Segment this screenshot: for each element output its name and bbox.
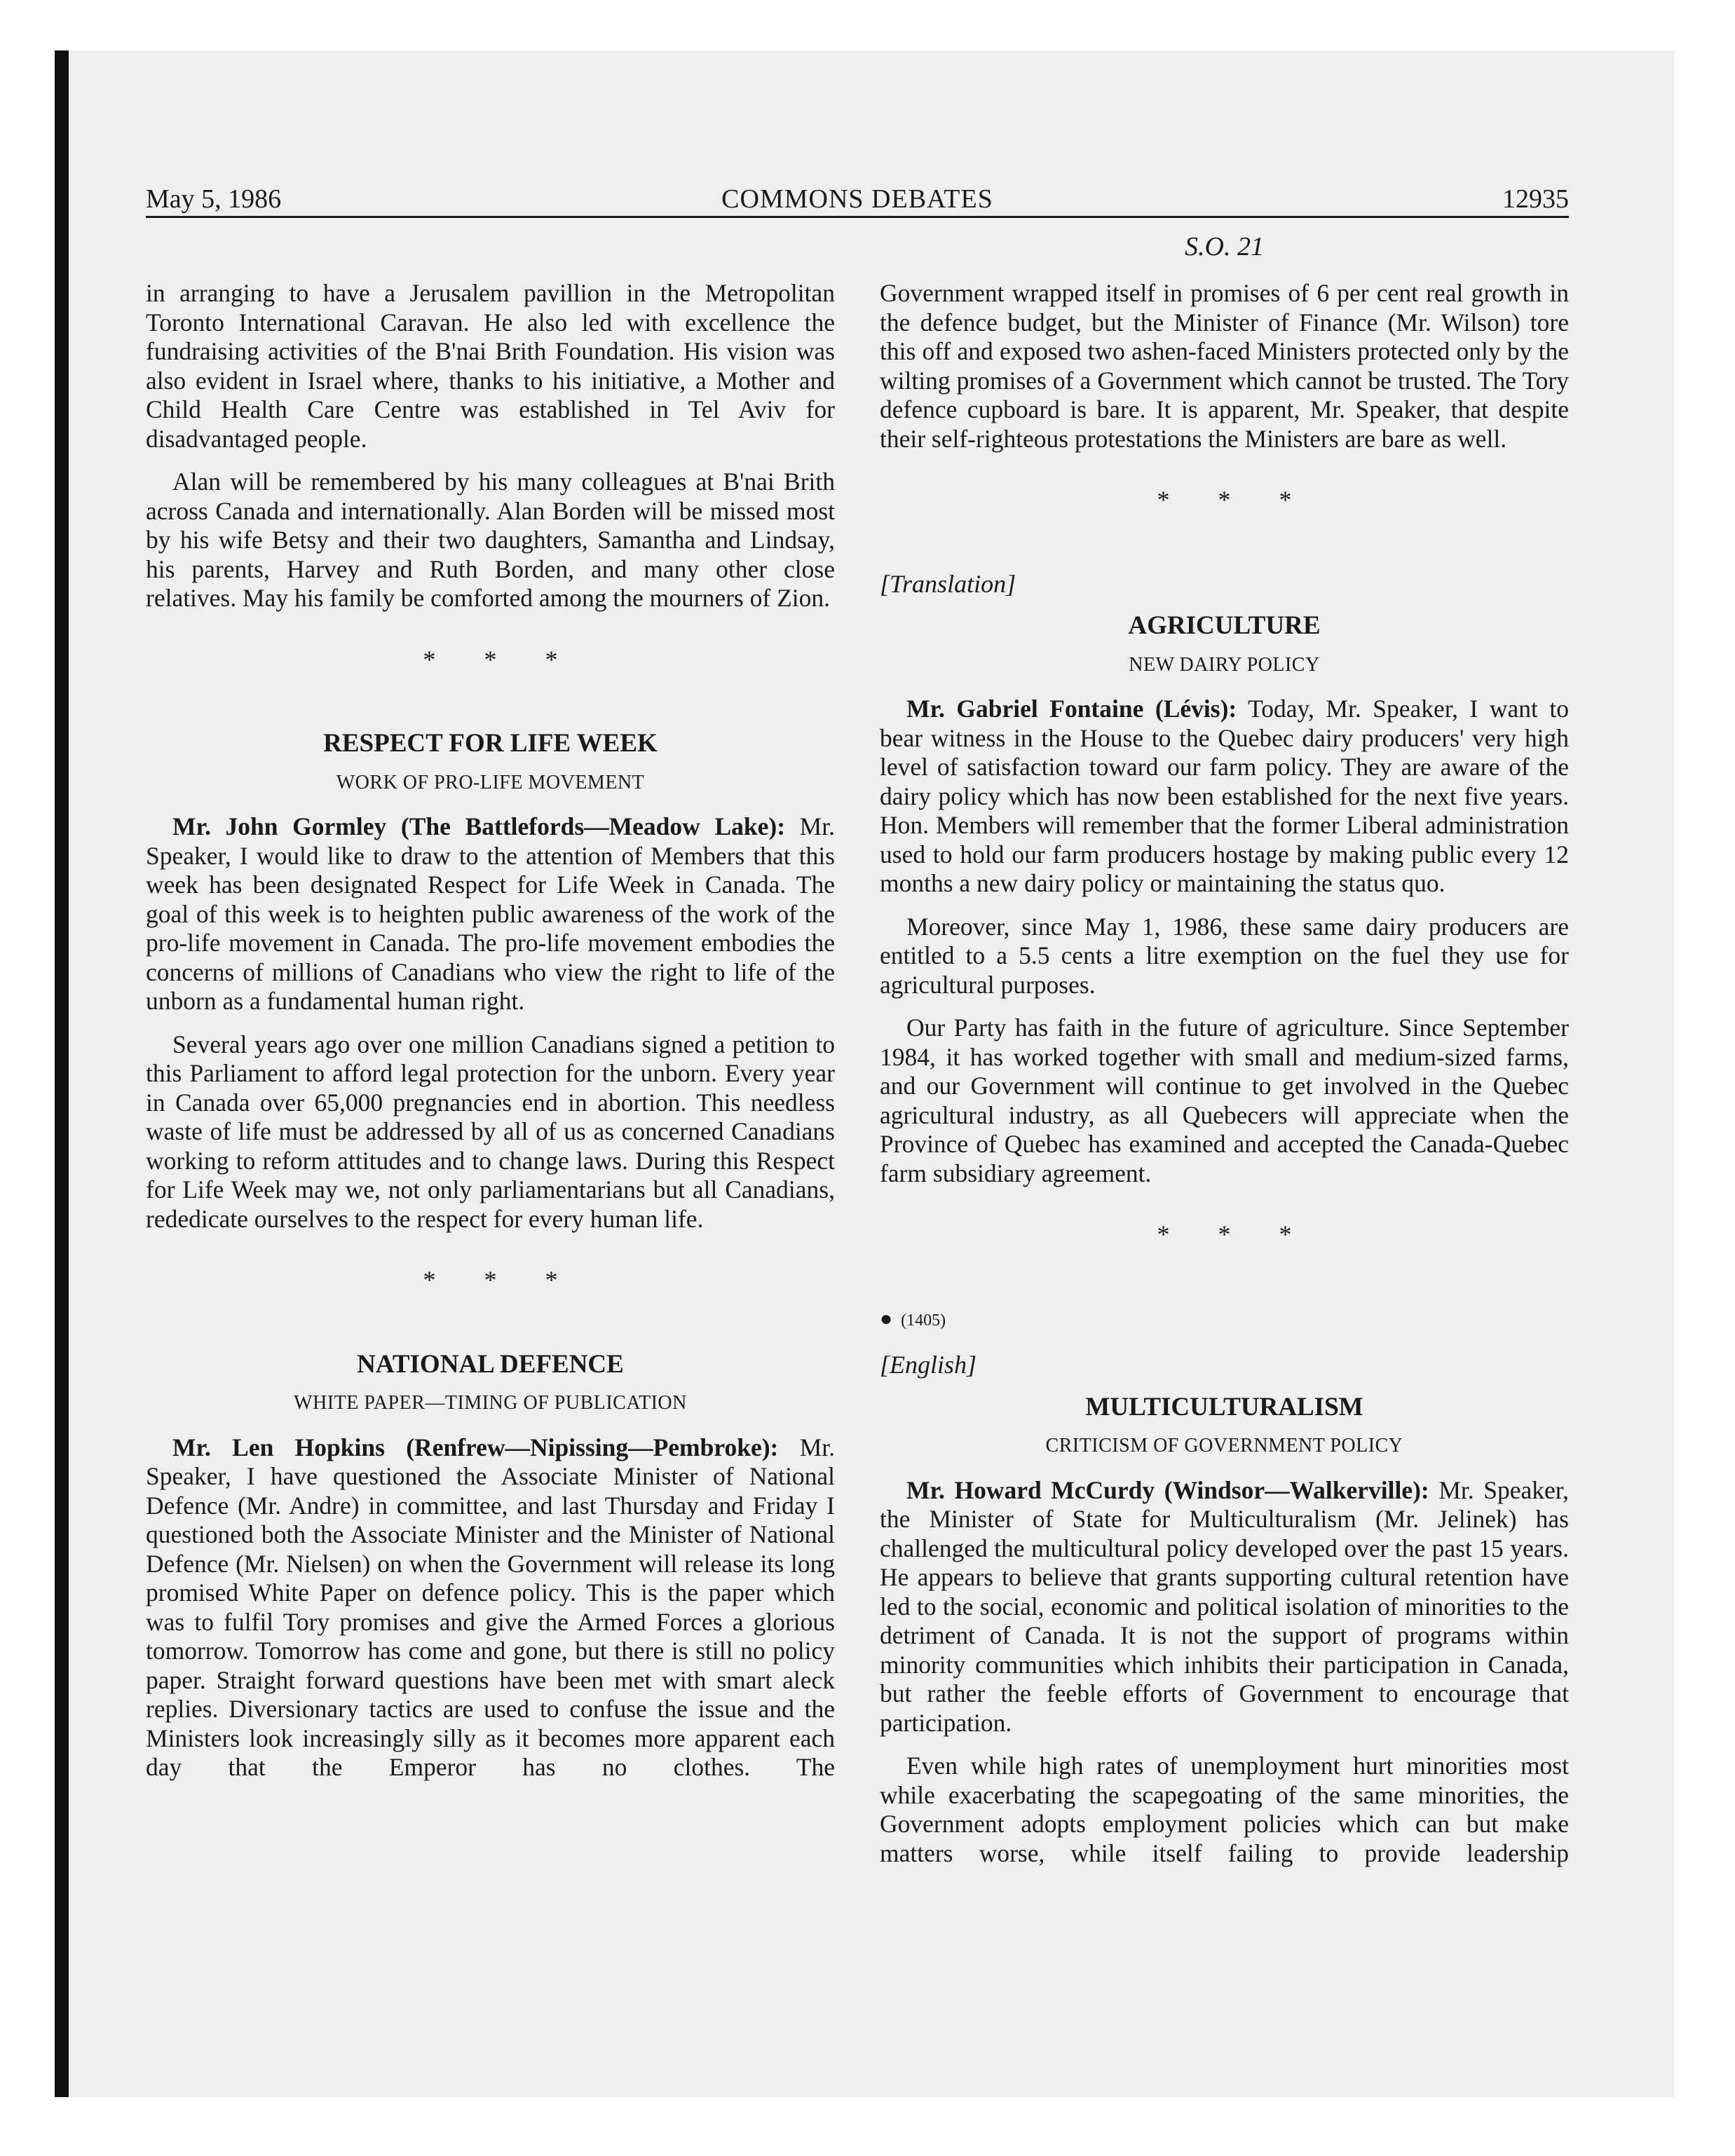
right-column (880, 279, 1569, 1882)
header-page-number: 12935 (1502, 184, 1569, 214)
speaker-name: Mr. John Gormley (The Battlefords—Meadow Lake): (172, 812, 786, 840)
speech-paragraph (880, 695, 1569, 899)
speech-text: Mr. Speaker, the Minister of State for Multiculturalism (Mr. Jelinek) has challenged the multicultural policy developed over the past 15 years. He appears to believe that grants supporting cultural retention have led to the social, economic and political isolation of minorities to the detriment of Canada. It is not the support of programs within minority communities which inhibits their participation in Canada, but rather the feeble efforts of Government to encourage that participation. (880, 1475, 1570, 1737)
paragraph: Several years ago over one million Canadians signed a petition to this Parliament to afford legal protection for the unborn. Every year in Canada over 65,000 pregnancies end in abortion. This needless waste of life must be addressed by all of us as concerned Canadians working to reform attitudes and to change laws. During this Respect for Life Week may we, not only parliamentarians but all Canadians, rededicate ourselves to the respect for every human life. (146, 1030, 835, 1233)
time-marker (880, 1304, 1569, 1336)
speaker-name: Mr. Len Hopkins (Renfrew—Nipissing—Pembroke): (172, 1433, 779, 1461)
section-subheading: NEW DAIRY POLICY (1129, 653, 1320, 676)
section-heading: RESPECT FOR LIFE WEEK (323, 729, 658, 758)
section-subheading: WORK OF PRO-LIFE MOVEMENT (336, 771, 645, 793)
paragraph: Alan will be remembered by his many colleagues at B'nai Brith across Canada and internationally. Alan Borden will be missed most by his wife Betsy and their two daughters, Samantha and Lindsay, his parents, Harvey and Ruth Borden, and many other close relatives. May his family be comforted among the mourners of Zion. (146, 468, 835, 612)
running-header (146, 179, 1569, 218)
paragraph: Our Party has faith in the future of agriculture. Since September 1984, it has worked together with small and medium-sized farms, and our Government will continue to get involved in the Quebec agricultural industry, as all Quebecers will appreciate when the Province of Quebec has examined and accepted the Canada-Quebec farm subsidiary agreement. (880, 1014, 1569, 1187)
bullet-icon: ● (880, 1306, 893, 1330)
speech-paragraph (146, 1433, 835, 1782)
section-subheading: CRITICISM OF GOVERNMENT POLICY (1045, 1435, 1403, 1456)
speech-text: Mr. Speaker, I have questioned the Associate Minister of National Defence (Mr. Andre) in committee, and last Thursday and Friday I questioned both the Associate Minister and the Minister of National Defence (Mr. Nielsen) on when the Government will release its long promised White Paper on defence policy. This is the paper which was to fulfil Tory promises and give the Armed Forces a glorious tomorrow. Tomorrow has come and gone, but there is still no policy paper. Straight forward questions have been met with smart aleck replies. Diversionary tactics are used to confuse the issue and the Ministers look increasingly silly as it becomes more apparent each day that the Emperor has no clothes. The (146, 1433, 835, 1781)
section-subheading: WHITE PAPER—TIMING OF PUBLICATION (294, 1392, 687, 1414)
speech-text: Mr. Speaker, I would like to draw to the attention of Members that this week has been designated Respect for Life Week in Canada. The goal of this week is to heighten public awareness of the work of the pro-life movement in Canada. The pro-life movement embodies the concerns of millions of Canadians who view the right to life of the unborn as a fundamental human right. (146, 812, 835, 1015)
paragraph: Moreover, since May 1, 1986, these same dairy producers are entitled to a 5.5 cents a litre exemption on the fuel they use for agricultural purposes. (880, 912, 1569, 999)
english-tag: [English] (880, 1351, 977, 1379)
section-separator: * * * (1157, 1220, 1313, 1248)
continued-paragraph: in arranging to have a Jerusalem pavillion in the Metropolitan Toronto International Caravan. He also led with excellence the fundraising activities of the B'nai Brith Foundation. His vision was also evident in Israel where, thanks to his initiative, a Mother and Child Health Care Centre was established in Tel Aviv for disadvantaged people. (146, 279, 835, 453)
paragraph: Even while high rates of unemployment hurt minorities most while exacerbating the scapegoating of the same minorities, the Government adopts employment policies which can but make matters worse, while itself failing to provide leadership (880, 1752, 1569, 1867)
speech-text: Today, Mr. Speaker, I want to bear witness in the House to the Quebec dairy producers' very high level of satisfaction toward our farm policy. They are aware of the dairy policy which has now been established for the next five years. Hon. Members will remember that the former Liberal administration used to hold our farm producers hostage by making public every 12 months a new dairy policy or maintaining the status quo. (880, 695, 1569, 897)
speaker-name: Mr. Gabriel Fontaine (Lévis): (906, 695, 1237, 723)
section-separator: * * * (1157, 486, 1313, 514)
time-marker-text: (1405) (901, 1311, 946, 1330)
header-date: May 5, 1986 (146, 184, 282, 214)
section-heading: NATIONAL DEFENCE (357, 1349, 624, 1379)
speech-paragraph (880, 1476, 1569, 1738)
section-heading: MULTICULTURALISM (1085, 1392, 1363, 1421)
binding-edge (55, 50, 69, 2097)
speaker-name: Mr. Howard McCurdy (Windsor—Walkerville): (906, 1475, 1429, 1504)
left-column (146, 279, 835, 1796)
standing-order-reference: S.O. 21 (1185, 232, 1264, 261)
translation-tag: [Translation] (880, 569, 1016, 598)
continued-paragraph: Government wrapped itself in promises of 6 per cent real growth in the defence budget, but the Minister of Finance (Mr. Wilson) tore this off and exposed two ashen-faced Ministers protected only by the wilting promises of a Government which cannot be trusted. The Tory defence cupboard is bare. It is apparent, Mr. Speaker, that despite their self-righteous protestations the Ministers are bare as well. (880, 279, 1569, 453)
section-separator: * * * (423, 1266, 579, 1294)
section-heading: AGRICULTURE (1128, 611, 1321, 640)
speech-paragraph (146, 812, 835, 1016)
section-separator: * * * (423, 645, 579, 674)
header-title: COMMONS DEBATES (721, 184, 993, 214)
